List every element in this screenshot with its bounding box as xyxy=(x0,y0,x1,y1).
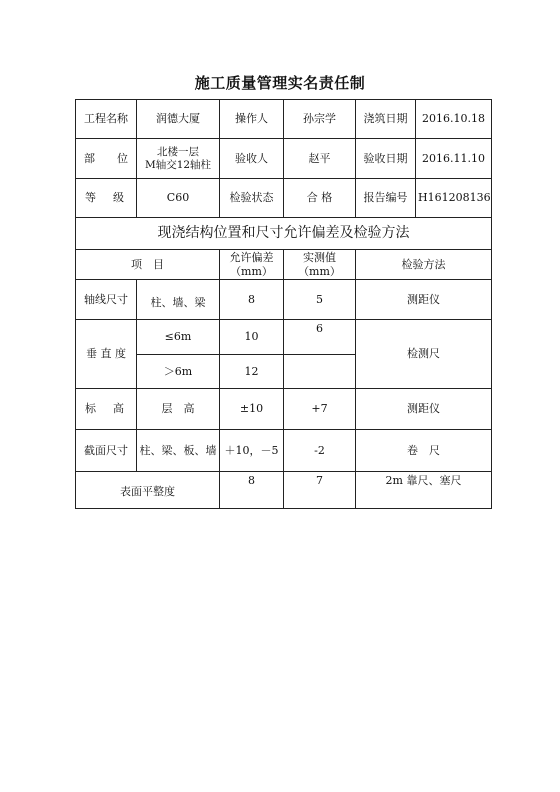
part-label: 部 位 xyxy=(76,139,137,179)
status-value: 合 格 xyxy=(284,179,356,218)
section-measured: -2 xyxy=(284,430,356,472)
col-allowed xyxy=(220,250,284,280)
accept-date-label: 验收日期 xyxy=(356,139,416,179)
section-sub: 柱、梁、板、墙 xyxy=(137,430,220,472)
flatness-allowed: 8 xyxy=(220,472,284,509)
header-row-1 xyxy=(76,100,492,139)
vertical-method: 检测尺 xyxy=(356,320,492,389)
table-row-vertical-1 xyxy=(76,320,492,355)
document-title: 施工质量管理实名责任制 xyxy=(194,74,366,92)
elevation-allowed: ±10 xyxy=(220,389,284,430)
flatness-name: 表面平整度 xyxy=(76,472,220,509)
pour-date-label: 浇筑日期 xyxy=(356,100,416,139)
elevation-name: 标 高 xyxy=(76,389,137,430)
table-row-axis xyxy=(76,280,492,320)
elevation-sub: 层 高 xyxy=(137,389,220,430)
operator-value: 孙宗学 xyxy=(284,100,356,139)
pour-date-value: 2016.10.18 xyxy=(416,100,492,139)
vertical-sub1: ≤6m xyxy=(137,320,220,355)
section-title-row xyxy=(76,218,492,250)
col-allowed-line1: 允许偏差 xyxy=(229,251,274,265)
col-measured-line2: （mm） xyxy=(298,264,341,278)
part-value-line2: M轴交12轴柱 xyxy=(144,158,212,171)
operator-label: 操作人 xyxy=(220,100,284,139)
section-method: 卷 尺 xyxy=(356,430,492,472)
vertical-name: 垂 直 度 xyxy=(76,320,137,389)
column-header-row xyxy=(76,250,492,280)
section-title: 现浇结构位置和尺寸允许偏差及检验方法 xyxy=(76,218,492,250)
table-row-elevation xyxy=(76,389,492,430)
flatness-method: 2m 靠尺、塞尺 xyxy=(356,472,492,509)
vertical-allowed2: 12 xyxy=(220,355,284,389)
table-row-flatness xyxy=(76,472,492,509)
report-value: H161208136 xyxy=(416,179,492,218)
grade-value: C60 xyxy=(137,179,220,218)
col-measured xyxy=(284,250,356,280)
col-item: 项 目 xyxy=(76,250,220,280)
flatness-measured: 7 xyxy=(284,472,356,509)
inspector-label: 验收人 xyxy=(220,139,284,179)
section-name: 截面尺寸 xyxy=(76,430,137,472)
axis-measured: 5 xyxy=(284,280,356,320)
axis-allowed: 8 xyxy=(220,280,284,320)
header-row-3 xyxy=(76,179,492,218)
inspector-value: 赵平 xyxy=(284,139,356,179)
project-label: 工程名称 xyxy=(76,100,137,139)
header-row-2 xyxy=(76,139,492,179)
grade-label: 等 级 xyxy=(76,179,137,218)
col-allowed-line2: （mm） xyxy=(230,264,273,278)
elevation-method: 测距仪 xyxy=(356,389,492,430)
vertical-measured2 xyxy=(284,355,356,389)
col-measured-line1: 实测值 xyxy=(303,251,336,265)
status-label: 检验状态 xyxy=(220,179,284,218)
col-method: 检验方法 xyxy=(356,250,492,280)
report-label: 报告编号 xyxy=(356,179,416,218)
part-value-line1: 北楼一层 xyxy=(157,145,199,158)
part-value xyxy=(137,139,220,179)
section-allowed: ＋10，－5 xyxy=(220,430,284,472)
vertical-measured1: 6 xyxy=(284,320,356,355)
accept-date-value: 2016.11.10 xyxy=(416,139,492,179)
table-row-section xyxy=(76,430,492,472)
axis-sub: 柱、墙、梁 xyxy=(137,280,220,320)
axis-method: 测距仪 xyxy=(356,280,492,320)
quality-responsibility-table xyxy=(75,99,492,509)
project-value: 润德大厦 xyxy=(137,100,220,139)
elevation-measured: +7 xyxy=(284,389,356,430)
vertical-allowed1: 10 xyxy=(220,320,284,355)
vertical-sub2: ＞6m xyxy=(137,355,220,389)
axis-name: 轴线尺寸 xyxy=(76,280,137,320)
